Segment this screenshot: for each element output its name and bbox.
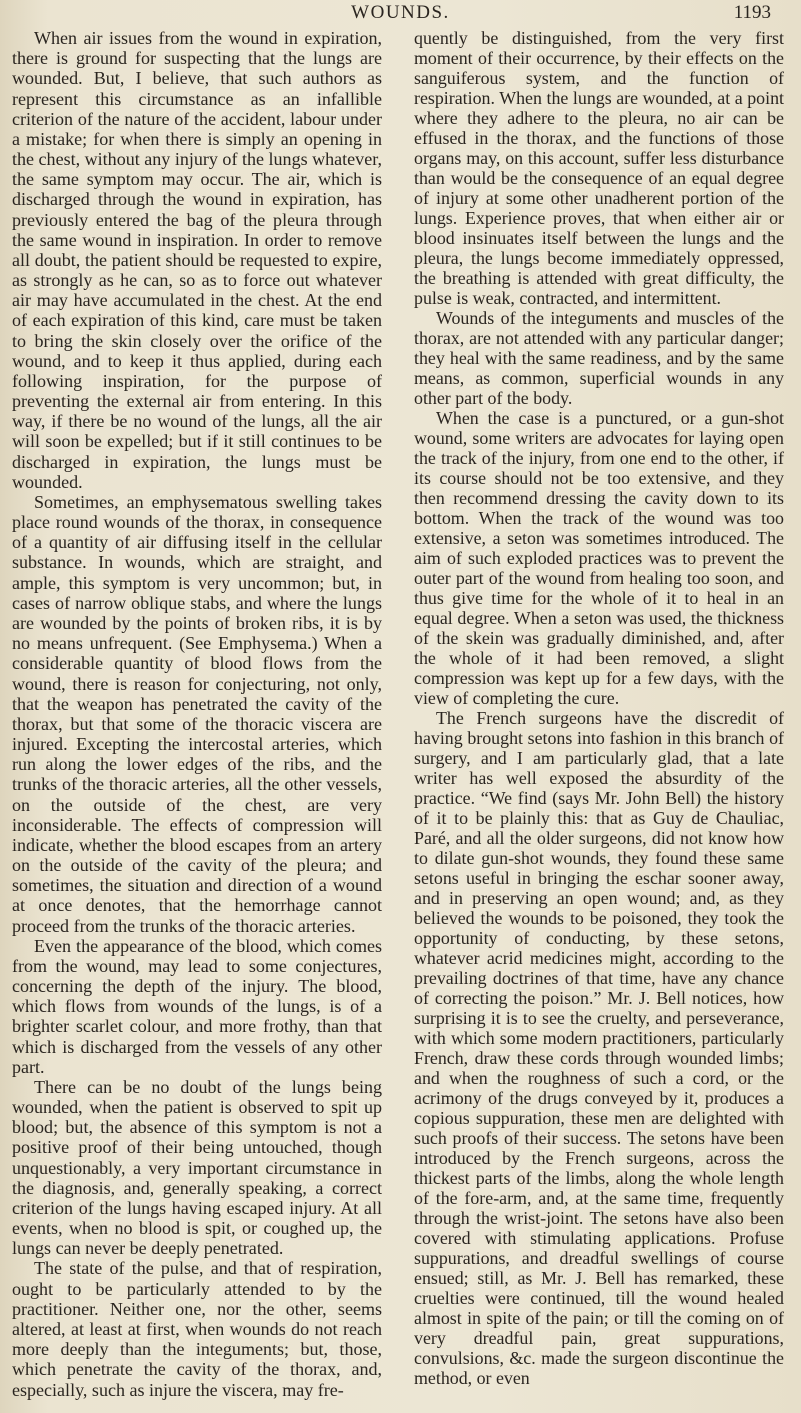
paragraph: When the case is a punctured, or a gun-shot wound, some writers are advocates for laying open the track of the injury, from one end to the other, if its course should not be too extensive, and they then recommend dressing the cavity down to its bottom. When the track of the wound was too extensive, a seton was sometimes introduced. The aim of such exploded practices was to prevent the outer part of the wound from healing too soon, and thus give time for the whole of it to heal in an equal degree. When a seton was used, the thickness of the skein was gradually diminished, and, after the whole of it had been removed, a slight compression was kept up for a few days, with the view of completing the cure. — [414, 408, 784, 708]
running-title: WOUNDS. — [351, 2, 450, 23]
left-column — [12, 28, 382, 1400]
paragraph: There can be no doubt of the lungs being wounded, when the patient is observed to spit up blood; but, the absence of this symptom is not a positive proof of their being untouched, though unquestionably, a very important circumstance in the diagnosis, and, generally speaking, a correct criterion of the lungs having escaped injury. At all events, when no blood is spit, or coughed up, the lungs can never be deeply penetrated. — [12, 1076, 382, 1259]
right-column — [414, 28, 784, 1388]
paragraph: Wounds of the integuments and muscles of the thorax, are not attended with any particular danger; they heal with the same readiness, and by the same means, as common, superficial wounds in any other part of the body. — [414, 308, 784, 408]
paragraph: Sometimes, an emphysematous swelling takes place round wounds of the thorax, in consequence of a quantity of air diffusing itself in the cellular substance. In wounds, which are straight, and ample, this symptom is very uncommon; but, in cases of narrow oblique stabs, and where the lungs are wounded by the points of broken ribs, it is by no means unfrequent. (See Emphysema.) When a considerable quantity of blood flows from the wound, there is reason for conjecturing, not only, that the weapon has penetrated the cavity of the thorax, but that some of the thoracic viscera are injured. Excepting the intercostal arteries, which run along the lower edges of the ribs, and the trunks of the thoracic arteries, all the other vessels, on the outside of the chest, are very inconsiderable. The effects of compression will indicate, whether the blood escapes from an artery on the outside of the cavity of the pleura; and sometimes, the situation and direction of a wound at once denotes, that the hemorrhage cannot proceed from the trunks of the thoracic arteries. — [12, 491, 382, 936]
paragraph: Even the appearance of the blood, which comes from the wound, may lead to some conjectures, concerning the depth of the injury. The blood, which flows from wounds of the lungs, is of a brighter scarlet colour, and more frothy, than that which is discharged from the vessels of any other part. — [12, 935, 382, 1077]
running-header — [0, 0, 801, 30]
paragraph: The French surgeons have the discredit of having brought setons into fashion in this branch of surgery, and I am particularly glad, that a late writer has well exposed the absurdity of the practice. “We find (says Mr. John Bell) the history of it to be plainly this: that as Guy de Chauliac, Paré, and all the older surgeons, did not know how to dilate gun-shot wounds, they found these same setons useful in bringing the eschar sooner away, and in preserving an open wound; and, as they believed the wounds to be poisoned, they took the opportunity of conducting, by these setons, whatever acrid medicines might, according to the prevailing doctrines of that time, have any chance of correcting the poison.” Mr. J. Bell notices, how surprising it is to see the cruelty, and perseverance, with which some modern practitioners, particularly French, draw these cords through wounded limbs; and when the roughness of such a cord, or the acrimony of the drugs conveyed by it, produces a copious suppuration, these men are delighted with such proofs of their success. The setons have been introduced by the French surgeons, across the thickest parts of the limbs, along the whole length of the fore-arm, and, at the same time, frequently through the wrist-joint. The setons have also been covered with stimulating applications. Profuse suppurations, and dreadful swellings of course ensued; still, as Mr. J. Bell has remarked, these cruelties were continued, till the wound healed almost in spite of the pain; or till the coming on of very dreadful pain, great suppurations, convulsions, &c. made the surgeon discontinue the method, or even — [414, 708, 784, 1388]
paragraph: quently be distinguished, from the very first moment of their occurrence, by their effects on the sanguiferous system, and the function of respiration. When the lungs are wounded, at a point where they adhere to the pleura, no air can be effused in the thorax, and the functions of those organs may, on this account, suffer less disturbance than would be the consequence of an equal degree of injury at some other unadherent portion of the lungs. Experience proves, that when either air or blood insinuates itself between the lungs and the pleura, the lungs become immediately oppressed, the breathing is attended with great difficulty, the pulse is weak, contracted, and intermittent. — [414, 28, 784, 308]
page-number: 1193 — [733, 2, 771, 23]
paragraph: When air issues from the wound in expiration, there is ground for suspecting that the lungs are wounded. But, I believe, that such authors as represent this circumstance as an infallible criterion of the nature of the accident, labour under a mistake; for when there is simply an opening in the chest, without any injury of the lungs whatever, the same symptom may occur. The air, which is discharged through the wound in expiration, has previously entered the bag of the pleura through the same wound in inspiration. In order to remove all doubt, the patient should be requested to expire, as strongly as he can, so as to force out whatever air may have accumulated in the chest. At the end of each expiration of this kind, care must be taken to bring the skin closely over the orifice of the wound, and to keep it thus applied, during each following inspiration, for the purpose of preventing the external air from entering. In this way, if there be no wound of the lungs, all the air will soon be expelled; but if it still continues to be discharged in expiration, the lungs must be wounded. — [12, 28, 382, 492]
paragraph: The state of the pulse, and that of respiration, ought to be particularly attended to by the practitioner. Neither one, nor the other, seems altered, at least at first, when wounds do not reach more deeply than the integuments; but, those, which penetrate the cavity of the thorax, and, especially, such as injure the viscera, may fre- — [12, 1258, 382, 1400]
text-columns — [12, 28, 784, 1408]
